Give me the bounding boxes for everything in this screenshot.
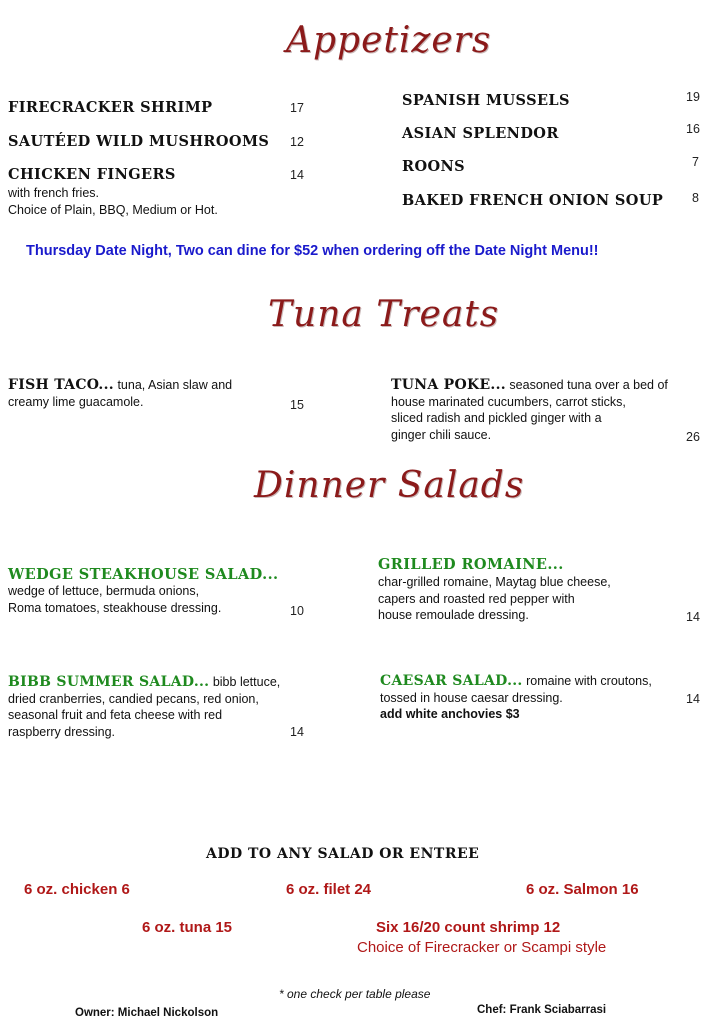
- bibb-salad-desc-first: bibb lettuce,: [209, 675, 281, 689]
- addon-shrimp: Six 16/20 count shrimp 12: [376, 919, 561, 936]
- addon-salmon: 6 oz. Salmon 16: [526, 881, 639, 898]
- chicken-fingers-desc-line: with french fries.: [8, 186, 100, 200]
- chicken-fingers-price: 14: [290, 168, 304, 182]
- fish-taco-item: [8, 377, 278, 410]
- grilled-romaine-desc-line: capers and roasted red pepper with: [378, 591, 575, 606]
- caesar-salad-extra: add white anchovies $3: [380, 707, 520, 721]
- bibb-salad-name: BIBB SUMMER SALAD...: [8, 674, 210, 690]
- date-night-promo: Thursday Date Night, Two can dine for $52 when ordering off the Date Night Menu!!: [26, 243, 599, 259]
- chicken-fingers-desc: [8, 185, 218, 218]
- spanish-mussels-price: 19: [686, 90, 700, 104]
- grilled-romaine-name: GRILLED ROMAINE...: [378, 556, 564, 573]
- wedge-salad-desc-line: wedge of lettuce, bermuda onions,: [8, 584, 200, 598]
- wedge-salad-name: WEDGE STEAKHOUSE SALAD...: [8, 566, 279, 583]
- bibb-salad-price: 14: [290, 725, 304, 739]
- sauteed-mushrooms-price: 12: [290, 135, 304, 149]
- grilled-romaine-desc-line: house remoulade dressing.: [378, 608, 529, 622]
- chicken-fingers-desc-line: Choice of Plain, BBQ, Medium or Hot.: [8, 202, 218, 217]
- dinner-salads-heading: Dinner Salads: [254, 465, 525, 506]
- bibb-salad-desc-line: raspberry dressing.: [8, 724, 115, 739]
- addon-tuna: 6 oz. tuna 15: [142, 919, 233, 936]
- asian-splendor-price: 16: [686, 122, 700, 136]
- caesar-salad-price: 14: [686, 692, 700, 706]
- tuna-poke-price: 26: [686, 430, 700, 444]
- asian-splendor-name: ASIAN SPLENDOR: [402, 125, 559, 142]
- grilled-romaine-desc-line: char-grilled romaine, Maytag blue cheese,: [378, 575, 611, 589]
- onion-soup-name: BAKED FRENCH ONION SOUP: [402, 192, 664, 209]
- tuna-poke-item: [391, 377, 691, 443]
- fish-taco-price: 15: [290, 398, 304, 412]
- tuna-poke-desc-line: house marinated cucumbers, carrot sticks,: [391, 394, 626, 409]
- caesar-salad-desc-first: romaine with croutons,: [522, 674, 652, 688]
- wedge-salad-desc-line: Roma tomatoes, steakhouse dressing.: [8, 600, 222, 615]
- appetizers-heading: Appetizers: [286, 20, 492, 61]
- tuna-poke-name: TUNA POKE...: [391, 377, 506, 393]
- roons-price: 7: [692, 155, 699, 169]
- addon-chicken: 6 oz. chicken 6: [24, 881, 130, 898]
- caesar-salad-item: [380, 673, 680, 723]
- owner-credit: Owner: Michael Nickolson: [75, 1007, 219, 1019]
- grilled-romaine-price: 14: [686, 610, 700, 624]
- fish-taco-desc-first: tuna, Asian slaw and: [113, 378, 233, 392]
- firecracker-shrimp-price: 17: [290, 101, 304, 115]
- addon-filet: 6 oz. filet 24: [286, 881, 372, 898]
- bibb-salad-item: [8, 674, 308, 740]
- wedge-salad-price: 10: [290, 604, 304, 618]
- caesar-salad-desc-line: tossed in house caesar dressing.: [380, 690, 563, 705]
- fish-taco-name: FISH TACO...: [8, 377, 114, 393]
- onion-soup-price: 8: [692, 191, 699, 205]
- tuna-poke-desc-line: sliced radish and pickled ginger with a: [391, 411, 602, 425]
- caesar-salad-name: CAESAR SALAD...: [380, 673, 523, 689]
- chef-credit: Chef: Frank Sciabarrasi: [477, 1004, 607, 1016]
- sauteed-mushrooms-name: SAUTÉED WILD MUSHROOMS: [8, 133, 270, 150]
- wedge-salad-desc: [8, 583, 221, 616]
- bibb-salad-desc-line: seasonal fruit and feta cheese with red: [8, 708, 223, 722]
- tuna-poke-desc-line: ginger chili sauce.: [391, 427, 492, 442]
- tuna-treats-heading: Tuna Treats: [268, 294, 500, 335]
- addons-title: ADD TO ANY SALAD OR ENTREE: [206, 846, 480, 862]
- spanish-mussels-name: SPANISH MUSSELS: [402, 92, 570, 109]
- tuna-poke-desc-first: seasoned tuna over a bed of: [505, 378, 668, 392]
- chicken-fingers-name: CHICKEN FINGERS: [8, 166, 176, 183]
- addon-shrimp-sub: Choice of Firecracker or Scampi style: [357, 939, 607, 956]
- roons-name: ROONS: [402, 158, 466, 175]
- bibb-salad-desc-line: dried cranberries, candied pecans, red onion,: [8, 691, 259, 706]
- grilled-romaine-desc: [378, 574, 611, 624]
- firecracker-shrimp-name: FIRECRACKER SHRIMP: [8, 99, 213, 116]
- one-check-note: * one check per table please: [279, 987, 431, 1001]
- fish-taco-desc-line: creamy lime guacamole.: [8, 394, 144, 409]
